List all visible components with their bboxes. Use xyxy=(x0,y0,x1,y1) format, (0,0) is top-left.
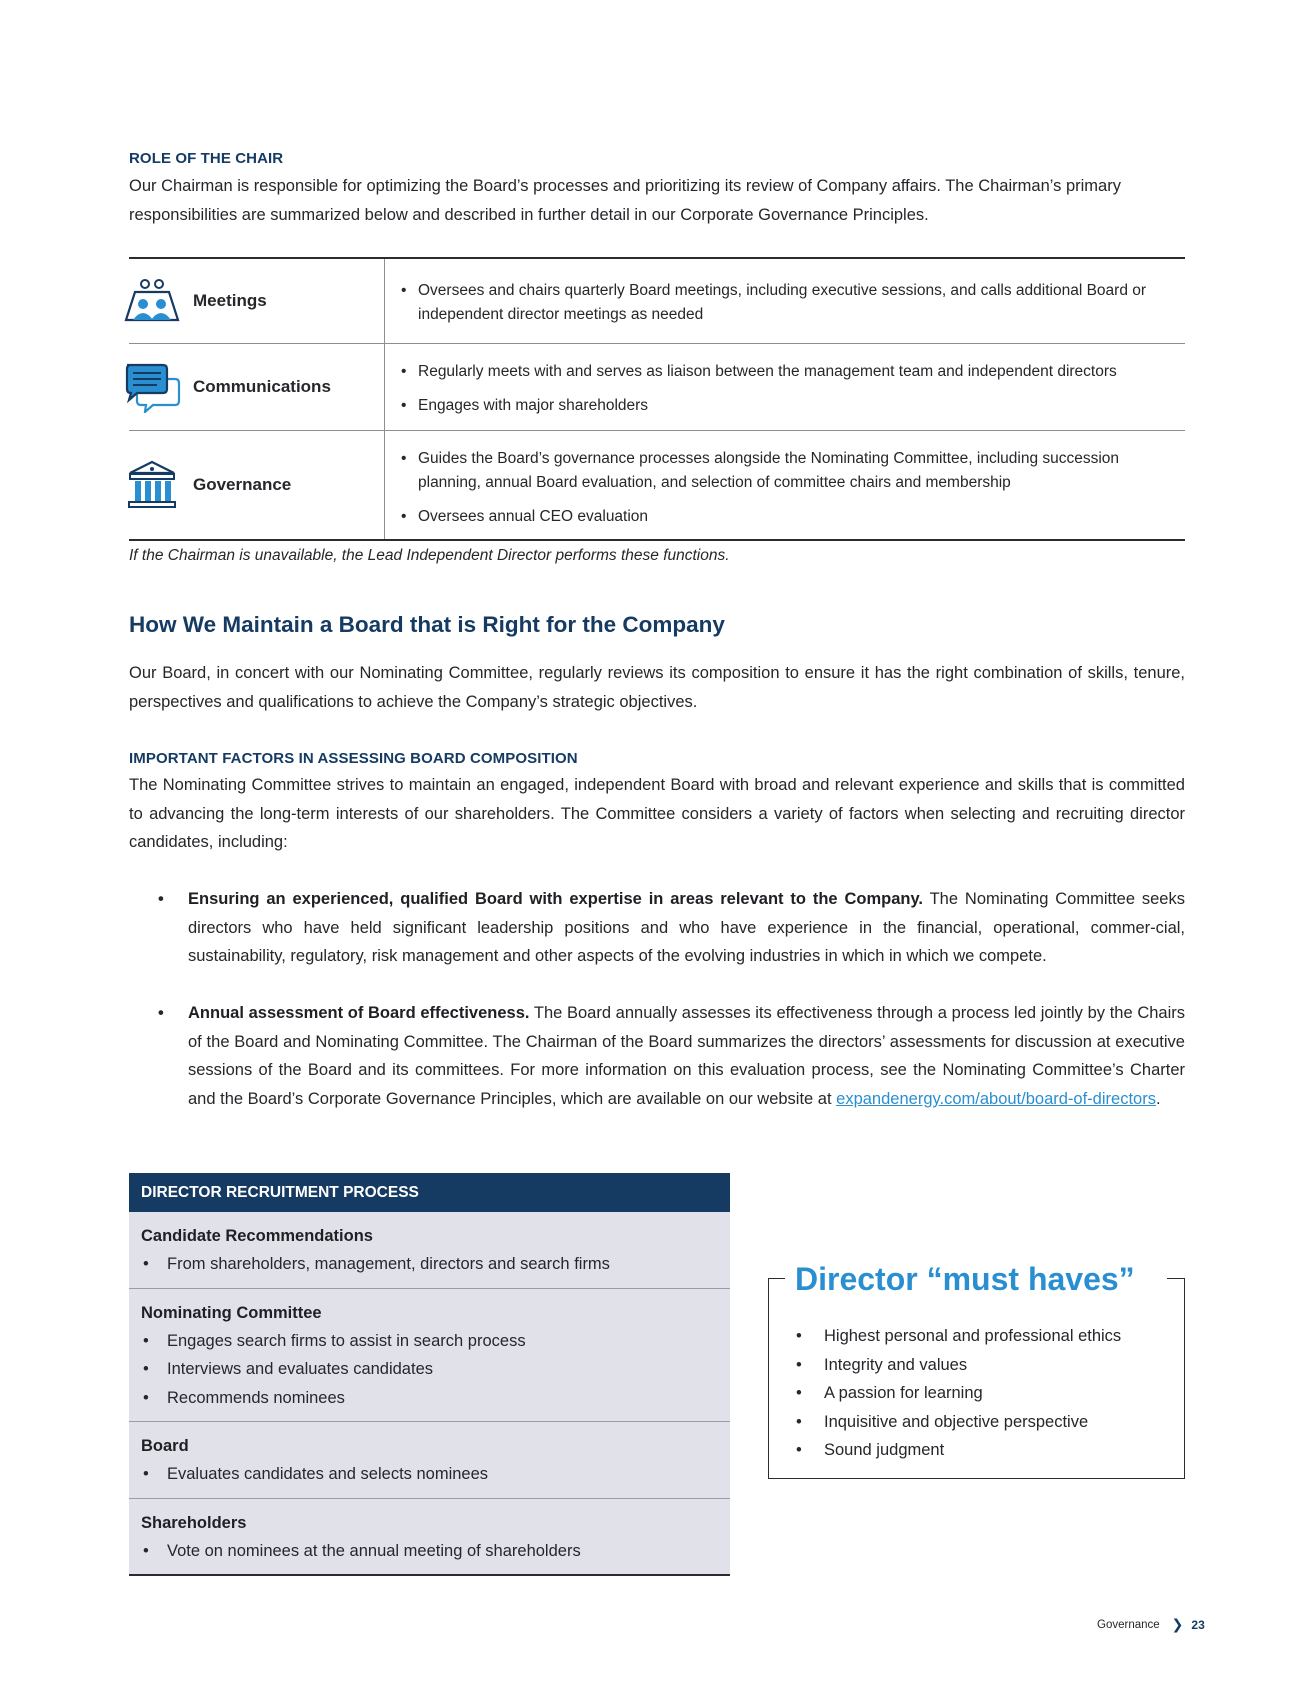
list-item: • Inquisitive and objective perspective xyxy=(796,1408,1121,1437)
list-item: • Engages with major shareholders xyxy=(401,394,1169,418)
list-item: • From shareholders, management, directors and search firms xyxy=(141,1250,718,1279)
page-number: 23 xyxy=(1191,1617,1205,1632)
list-item: • Oversees and chairs quarterly Board meetings, including executive sessions, and calls additional Board or independent director meetings as needed xyxy=(401,279,1169,327)
list-item: • A passion for learning xyxy=(796,1379,1121,1408)
factor-lead: Annual assessment of Board effectiveness. xyxy=(188,1004,530,1022)
meeting-people-icon xyxy=(123,272,181,330)
director-recruitment-panel xyxy=(129,1173,730,1576)
factors-heading: IMPORTANT FACTORS IN ASSESSING BOARD COMPOSITION xyxy=(129,750,578,767)
chair-note: If the Chairman is unavailable, the Lead Independent Director performs these functions. xyxy=(129,547,730,564)
chevron-right-icon: ❯ xyxy=(1171,1616,1184,1632)
recruitment-section xyxy=(129,1289,730,1423)
list-item: • Recommends nominees xyxy=(141,1384,718,1413)
recruitment-title: DIRECTOR RECRUITMENT PROCESS xyxy=(129,1173,730,1212)
section-heading: How We Maintain a Board that is Right for the Company xyxy=(129,612,725,637)
recruitment-section xyxy=(129,1422,730,1499)
board-of-directors-link[interactable]: expandenergy.com/about/board-of-directors xyxy=(836,1089,1156,1108)
footer-section: Governance xyxy=(1097,1618,1160,1631)
chair-responsibilities-table xyxy=(129,257,1185,541)
list-item: • Integrity and values xyxy=(796,1351,1121,1380)
recruitment-section-title: Nominating Committee xyxy=(141,1303,322,1322)
list-item: • Vote on nominees at the annual meeting of shareholders xyxy=(141,1537,718,1566)
chair-row-label: Governance xyxy=(193,475,292,494)
role-of-chair-intro: Our Chairman is responsible for optimizing the Board’s processes and prioritizing its review of Company affairs. The Chairman’s primary responsibilities are summarized below and described in further detail in our Corporate Governance Principles. xyxy=(129,177,1121,224)
recruitment-section-title: Candidate Recommendations xyxy=(141,1227,373,1245)
factor-lead: Ensuring an experienced, qualified Board with expertise in areas relevant to the Company. xyxy=(188,890,924,908)
list-item: • Evaluates candidates and selects nominees xyxy=(141,1460,718,1489)
list-item: • Interviews and evaluates candidates xyxy=(141,1355,718,1384)
recruitment-section-title: Shareholders xyxy=(141,1513,247,1532)
factors-list xyxy=(158,999,1185,1113)
list-item: • Sound judgment xyxy=(796,1436,1121,1465)
chair-row-label: Communications xyxy=(193,377,331,396)
list-item: • Regularly meets with and serves as liaison between the management team and independent directors xyxy=(401,360,1169,384)
factors-list xyxy=(158,885,1185,971)
list-item: • Oversees annual CEO evaluation xyxy=(401,505,1169,529)
recruitment-section xyxy=(129,1499,730,1575)
factors-intro: The Nominating Committee strives to maintain an engaged, independent Board with broad and relevant experience and skills that is committed to advancing the long-term interests of our shareholders. The Committee considers a variety of factors when selecting and recruiting director candidates, including: xyxy=(129,776,1185,851)
must-haves-box xyxy=(768,1278,1185,1479)
maintain-body: Our Board, in concert with our Nominating Committee, regularly reviews its composition to ensure it has the right combination of skills, tenure, perspectives and qualifications to achieve the Company’s strategic objectives. xyxy=(129,664,1185,711)
factor-text: The Nominating Committee seeks directors who have held significant leadership positions and who have experience in the financial, operational, commer-cial, sustainability, regulatory, risk management and other aspects of the evolving industries in which in which we compete. xyxy=(188,890,1185,965)
must-haves-title: Director “must haves” xyxy=(795,1261,1135,1297)
list-item: • Engages search firms to assist in search process xyxy=(141,1327,718,1356)
chair-row-governance xyxy=(129,431,1185,539)
list-item: • Highest personal and professional ethics xyxy=(796,1322,1121,1351)
chair-row-meetings xyxy=(129,259,1185,344)
page-footer xyxy=(1097,1616,1205,1633)
recruitment-section-title: Board xyxy=(141,1437,189,1455)
factor-text: The Board annually assesses its effectiveness through a process led jointly by the Chairs of the Board and Nominating Committee. The Chairman of the Board summarizes the directors’ assessments for discussion at executive sessions of the Board and its committees. For more information on this evaluation process, see the Nominating Committee’s Charter and the Board’s Corporate Governance Principles, which are available on our website at xyxy=(188,1004,1185,1108)
chair-row-communications xyxy=(129,344,1185,431)
role-of-chair-heading: ROLE OF THE CHAIR xyxy=(129,150,284,167)
list-item: • Guides the Board’s governance processes alongside the Nominating Committee, including succession planning, annual Board evaluation, and selection of committee chairs and membership xyxy=(401,447,1169,495)
list-item: • Annual assessment of Board effectiveness. The Board annually assesses its effectiveness through a process led jointly by the Chairs of the Board and Nominating Committee. The Chairman of the Board summarizes the directors’ assessments for discussion at executive sessions of the Board and its committees. For more information on this evaluation process, see the Nominating Committee’s Charter and the Board’s Corporate Governance Principles, which are available on our website at expandenergy.com/about/board-of-directors. xyxy=(158,999,1185,1113)
chair-row-label: Meetings xyxy=(193,291,267,310)
recruitment-section xyxy=(129,1212,730,1289)
list-item xyxy=(158,885,1185,971)
chat-bubbles-icon xyxy=(123,358,181,416)
government-building-icon xyxy=(123,456,181,514)
